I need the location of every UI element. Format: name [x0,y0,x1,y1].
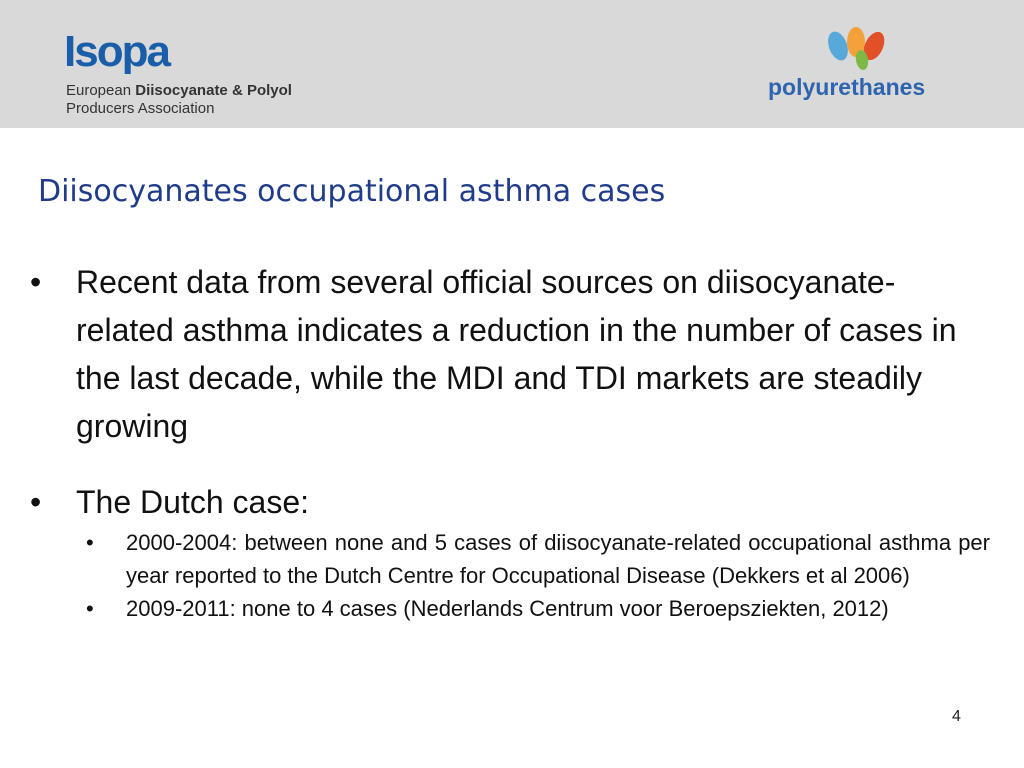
bullet-marker: • [30,264,42,300]
bullet-text: Recent data from several official sources on diisocyanate-related asthma indicates a reduction in the number of cases in the last decade, while the MDI and TDI markets are steadily growing [76,264,957,444]
leaves-icon [824,26,904,74]
bullet-item [28,258,990,450]
isopa-logo-wordmark: Isopa [64,27,169,74]
association-name [66,82,292,118]
polyurethanes-logo [768,26,958,106]
sub-bullet-item [28,526,990,592]
page-number: 4 [952,708,961,725]
association-prefix: European [66,82,132,99]
sub-bullet-list [28,526,990,625]
slide-title: Diisocyanates occupational asthma cases [38,174,666,209]
polyurethanes-wordmark: polyurethanes [768,74,926,100]
sub-bullet-item [28,592,990,625]
sub-bullet-text: 2009-2011: none to 4 cases (Nederlands Centrum voor Beroepsziekten, 2012) [126,596,889,621]
isopa-logo [64,26,176,74]
bullet-marker: • [30,484,42,520]
sub-bullet-text: 2000-2004: between none and 5 cases of diisocyanate-related occupational asthma per year reported to the Dutch Centre for Occupational Disease (Dekkers et al 2006) [126,530,990,588]
association-line2: Producers Association [66,100,215,117]
sub-bullet-marker: • [86,596,94,621]
sub-bullet-marker: • [86,530,94,555]
association-bold: Diisocyanate & Polyol [135,82,292,99]
bullet-list [28,258,990,625]
bullet-item [28,478,990,526]
bullet-text: The Dutch case: [76,484,309,520]
slide-header [0,0,1024,128]
